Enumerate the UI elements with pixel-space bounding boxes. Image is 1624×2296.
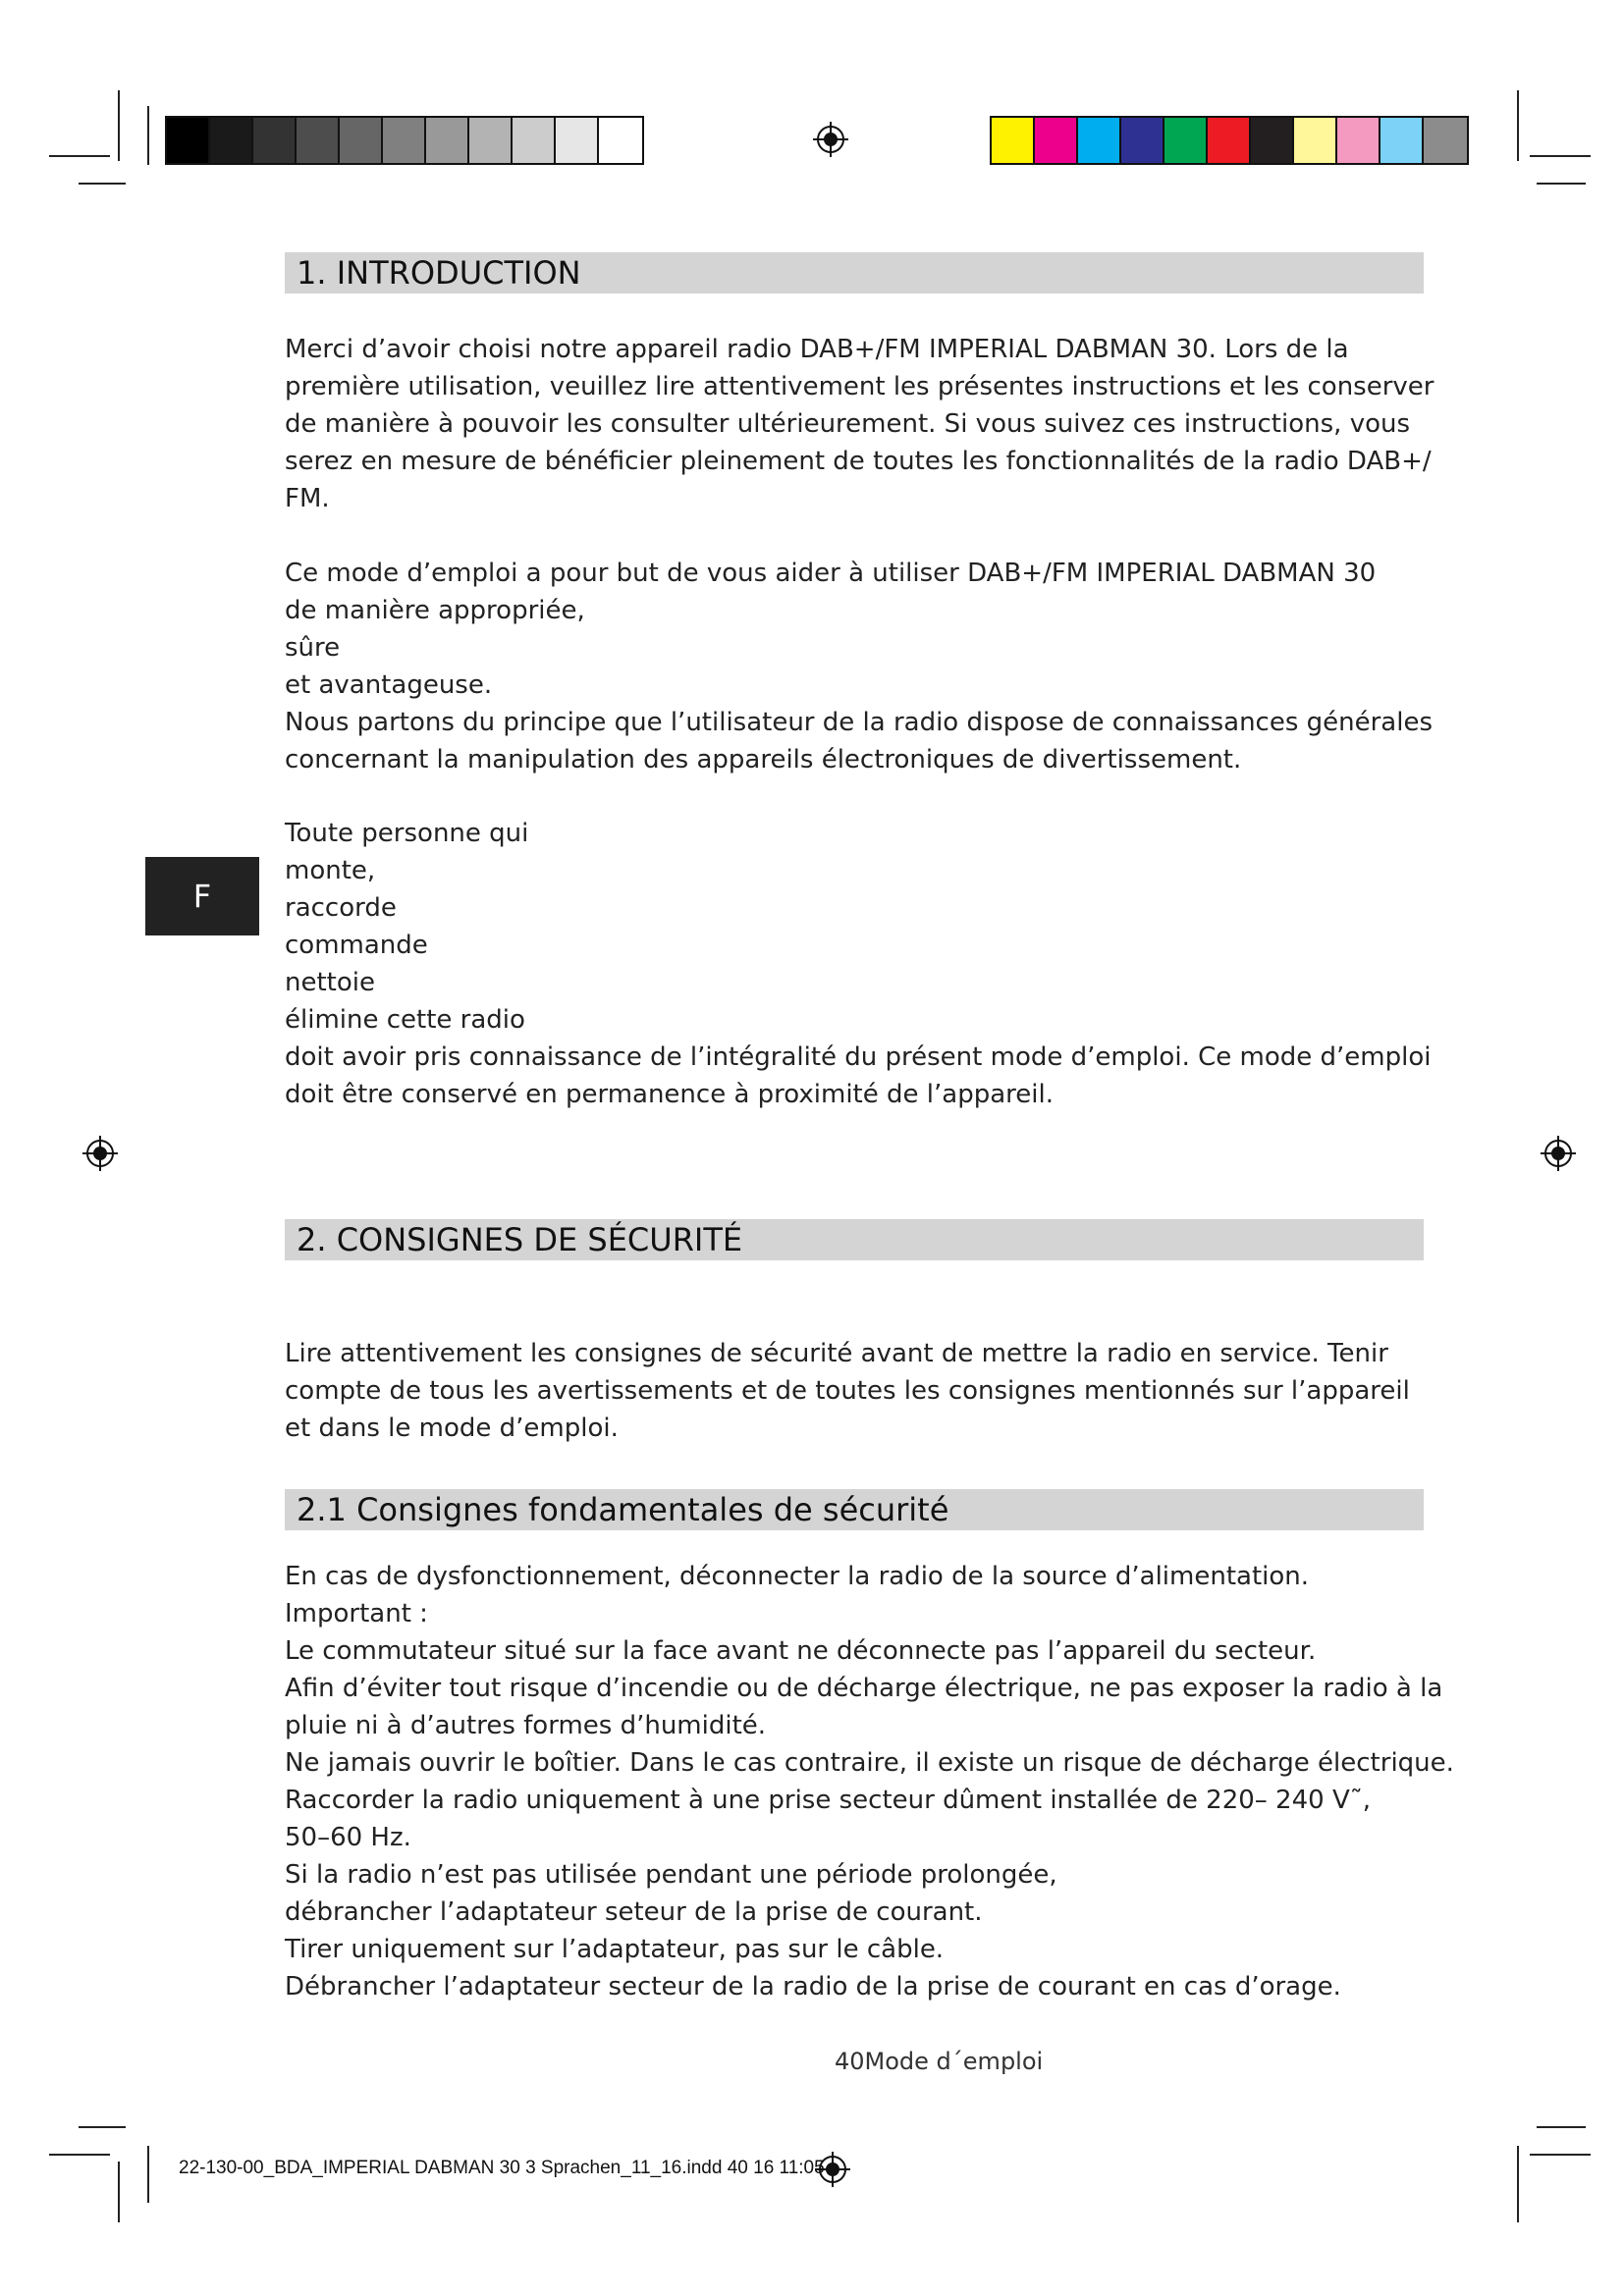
text-line: Important : [285,1599,428,1629]
crop-mark [1517,2146,1519,2222]
text-line: raccorde [285,893,397,923]
grayscale-swatch [599,118,642,163]
text-line: Lire attentivement les consignes de sécurité avant de mettre la radio en service. Tenir [285,1339,1388,1368]
grayscale-swatch [383,118,426,163]
crop-mark [1530,155,1591,157]
text-line: Si la radio n’est pas utilisée pendant une période prolongée, [285,1860,1057,1890]
text-line: Merci d’avoir choisi notre appareil radio DAB+/FM IMPERIAL DABMAN 30. Lors de la [285,335,1349,364]
text-line: monte, [285,856,376,885]
text-line: élimine cette radio [285,1005,525,1035]
crop-mark [1517,90,1519,161]
intro-paragraph-3 [285,815,1443,1113]
text-line: et dans le mode d’emploi. [285,1414,619,1443]
text-line: première utilisation, veuillez lire attentivement les présentes instructions et les conserver [285,372,1435,401]
grayscale-swatch [426,118,469,163]
text-line: sûre [285,633,341,663]
crop-mark [1537,183,1586,185]
process-swatch [1121,118,1164,163]
process-swatch [1078,118,1121,163]
grayscale-swatch [469,118,513,163]
text-line: de manière appropriée, [285,596,585,625]
grayscale-swatch [556,118,599,163]
section-heading-safety: 2. CONSIGNES DE SÉCURITÉ [285,1219,1424,1260]
text-line: En cas de dysfonctionnement, déconnecter la radio de la source d’alimentation. [285,1562,1310,1591]
crop-mark [79,183,126,185]
process-swatch [1035,118,1078,163]
crop-mark [49,155,110,157]
text-line: et avantageuse. [285,670,493,700]
crop-mark [118,90,120,161]
text-line: Tirer uniquement sur l’adaptateur, pas sur le câble. [285,1935,945,1964]
text-line: serez en mesure de bénéficier pleinement de toutes les fonctionnalités de la radio DAB+/ [285,447,1432,476]
grayscale-swatch [167,118,210,163]
text-line: doit avoir pris connaissance de l’intégralité du présent mode d’emploi. Ce mode d’emploi [285,1042,1432,1072]
text-line: FM. [285,484,330,513]
text-line: de manière à pouvoir les consulter ultérieurement. Si vous suivez ces instructions, vous [285,409,1411,439]
crop-mark [147,2146,149,2203]
crop-mark [1530,2154,1591,2156]
text-line: Toute personne qui [285,819,529,848]
safety-paragraph [285,1335,1443,1447]
text-line: nettoie [285,968,375,997]
language-tab: F [145,857,259,935]
text-line: 50–60 Hz. [285,1823,411,1852]
text-line: commande [285,931,428,960]
grayscale-swatch [513,118,556,163]
process-swatch [1380,118,1424,163]
crop-mark [1537,2126,1586,2128]
grayscale-color-bar [165,116,644,165]
registration-mark-icon [811,120,850,159]
basic-safety-paragraph [285,1558,1454,2005]
process-swatch [1251,118,1294,163]
text-line: Ne jamais ouvrir le boîtier. Dans le cas contraire, il existe un risque de décharge électrique. [285,1748,1454,1778]
crop-mark [118,2162,120,2222]
text-line: doit être conservé en permanence à proximité de l’appareil. [285,1080,1054,1109]
registration-mark-icon [81,1134,120,1173]
grayscale-swatch [340,118,383,163]
text-line: concernant la manipulation des appareils électroniques de divertissement. [285,745,1242,774]
text-line: Afin d’éviter tout risque d’incendie ou de décharge électrique, ne pas exposer la radio à la [285,1674,1443,1703]
text-line: Nous partons du principe que l’utilisateur de la radio dispose de connaissances générales [285,708,1434,737]
text-line: Le commutateur situé sur la face avant ne déconnecte pas l’appareil du secteur. [285,1636,1317,1666]
print-slug: 22-130-00_BDA_IMPERIAL DABMAN 30 3 Sprachen_11_16.indd 40 16 11:05 [179,2158,825,2178]
process-swatch [992,118,1035,163]
grayscale-swatch [253,118,297,163]
intro-paragraph-2 [285,555,1443,778]
text-line: Ce mode d’emploi a pour but de vous aider à utiliser DAB+/FM IMPERIAL DABMAN 30 [285,559,1377,588]
text-line: pluie ni à d’autres formes d’humidité. [285,1711,767,1740]
grayscale-swatch [297,118,340,163]
text-line: Raccorder la radio uniquement à une prise secteur dûment installée de 220– 240 V˜, [285,1786,1371,1815]
process-swatch [1424,118,1467,163]
crop-mark [79,2126,126,2128]
text-line: débrancher l’adaptateur seteur de la prise de courant. [285,1897,983,1927]
crop-mark [147,106,149,165]
process-swatch [1294,118,1337,163]
text-line: compte de tous les avertissements et de toutes les consignes mentionnés sur l’appareil [285,1376,1410,1406]
process-swatch [1164,118,1208,163]
process-swatch [1337,118,1380,163]
grayscale-swatch [210,118,253,163]
process-swatch [1208,118,1251,163]
process-color-bar [990,116,1469,165]
section-heading-introduction: 1. INTRODUCTION [285,252,1424,294]
text-line: Débrancher l’adaptateur secteur de la radio de la prise de courant en cas d’orage. [285,1972,1341,2002]
crop-mark [49,2154,110,2156]
registration-mark-icon [1539,1134,1578,1173]
section-heading-basic-safety: 2.1 Consignes fondamentales de sécurité [285,1489,1424,1530]
intro-paragraph-1 [285,331,1443,517]
page-number-footer: 40Mode d´emploi [835,2048,1044,2075]
